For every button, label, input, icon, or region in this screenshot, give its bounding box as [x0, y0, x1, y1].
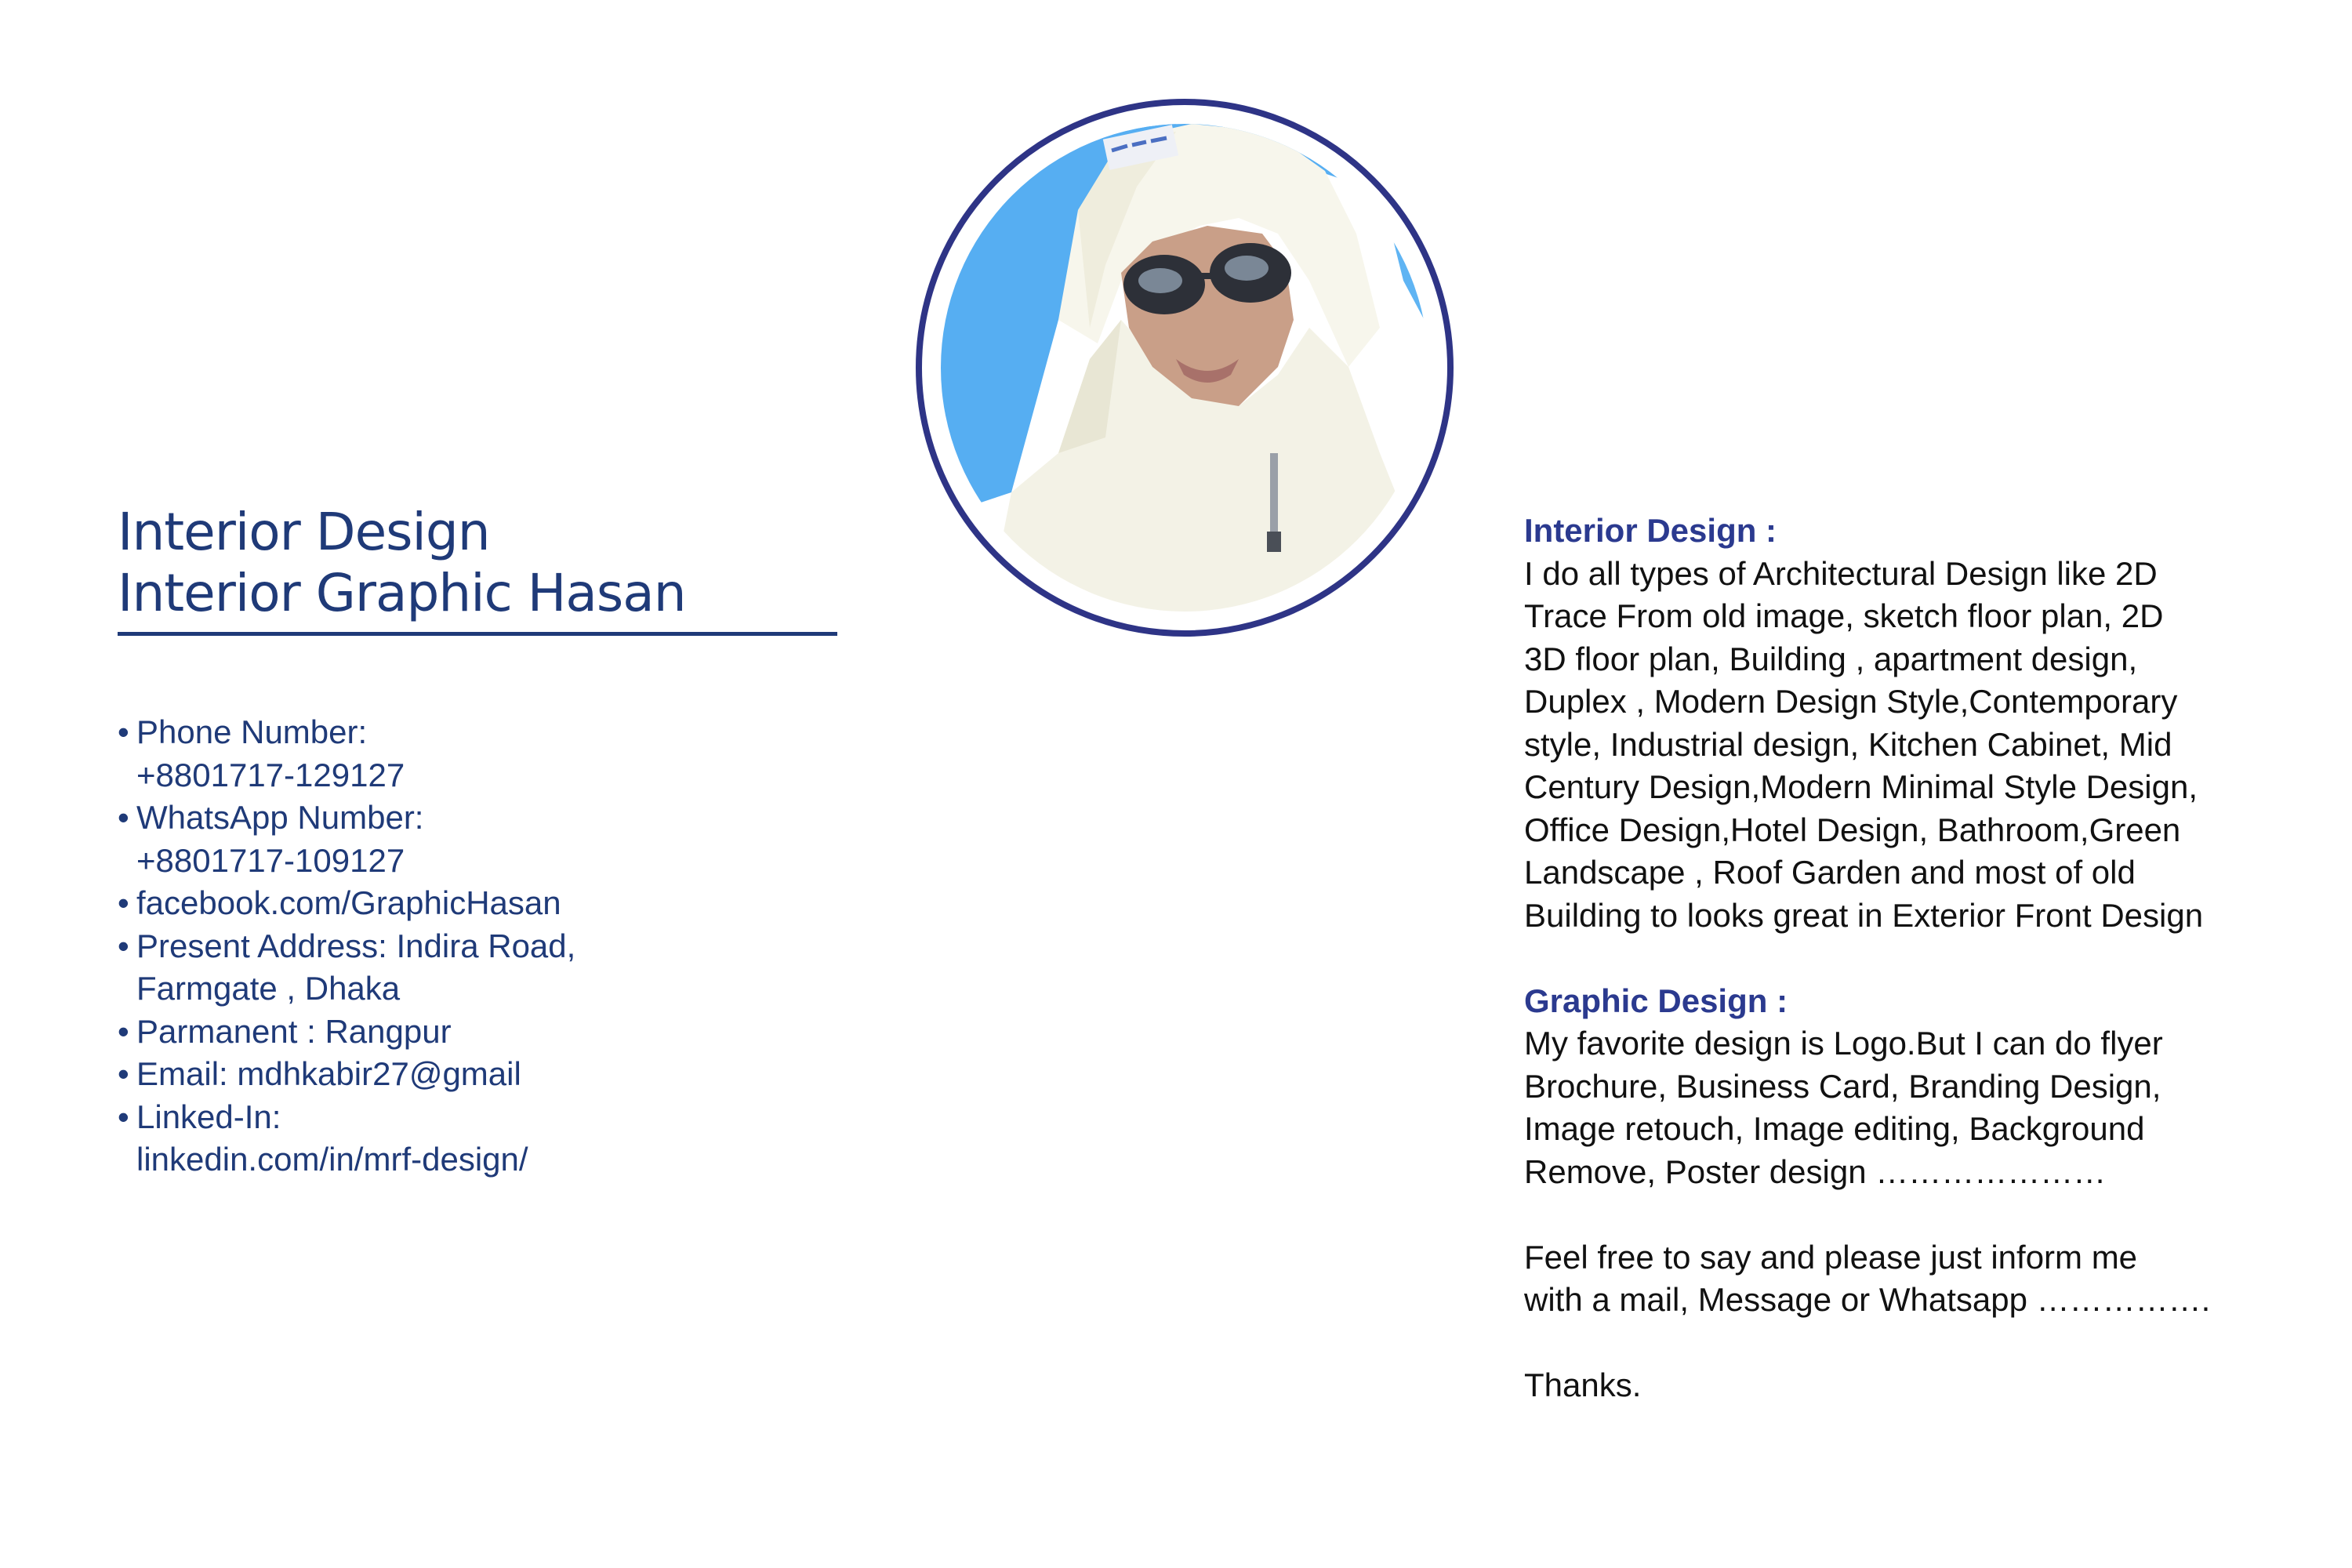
linkedin-link[interactable]: linkedin.com/in/mrf-design/	[136, 1141, 528, 1178]
title-line-1: Interior Design	[118, 502, 490, 562]
avatar	[941, 124, 1428, 612]
bullet-icon: •	[118, 1055, 129, 1092]
interior-line: 3D floor plan, Building , apartment design,	[1524, 640, 2138, 677]
avatar-frame	[916, 99, 1454, 637]
graphic-line: Remove, Poster design …………………	[1524, 1152, 2107, 1190]
closing-line: with a mail, Message or Whatsapp …………….	[1524, 1281, 2211, 1318]
right-column	[1524, 510, 2308, 1407]
contact-label: Linked-In:	[136, 1098, 281, 1135]
interior-line: Trace From old image, sketch floor plan, 2D	[1524, 597, 2164, 634]
interior-line: Building to looks great in Exterior Front Design	[1524, 896, 2204, 934]
title-line-2: Interior Graphic Hasan	[118, 563, 686, 623]
spacer	[1524, 1193, 2308, 1236]
bullet-icon: •	[118, 713, 129, 750]
interior-line: Duplex , Modern Design Style,Contemporary	[1524, 683, 2178, 720]
contact-phone	[118, 711, 847, 797]
bullet-icon: •	[118, 884, 129, 921]
contact-whatsapp	[118, 797, 847, 882]
email-link[interactable]: Email: mdhkabir27@gmail	[136, 1055, 521, 1092]
closing-line: Feel free to say and please just inform me	[1524, 1238, 2138, 1276]
bullet-icon: •	[118, 927, 129, 964]
interior-line: Landscape , Roof Garden and most of old	[1524, 854, 2136, 891]
contact-value: Farmgate , Dhaka	[136, 970, 401, 1007]
interior-line: Century Design,Modern Minimal Style Design,	[1524, 768, 2198, 805]
contact-list	[118, 711, 847, 1181]
bullet-icon: •	[118, 1098, 129, 1135]
interior-line: Office Design,Hotel Design, Bathroom,Green	[1524, 811, 2181, 848]
facebook-link[interactable]: facebook.com/GraphicHasan	[136, 884, 561, 921]
left-column	[118, 502, 847, 1181]
interior-line: style, Industrial design, Kitchen Cabinet, Mid	[1524, 725, 2172, 763]
contact-linkedin	[118, 1096, 847, 1181]
contact-address	[118, 925, 847, 1011]
contact-label: WhatsApp Number:	[136, 799, 424, 836]
graphic-heading: Graphic Design :	[1524, 982, 1788, 1019]
contact-facebook	[118, 882, 847, 925]
graphic-line: Image retouch, Image editing, Background	[1524, 1110, 2145, 1147]
contact-value[interactable]: +8801717-109127	[136, 841, 405, 879]
contact-label: Present Address: Indira Road,	[136, 927, 576, 964]
contact-label: Parmanent : Rangpur	[136, 1012, 452, 1050]
graphic-line: Brochure, Business Card, Branding Design,	[1524, 1067, 2161, 1105]
contact-email	[118, 1053, 847, 1096]
contact-label: Phone Number:	[136, 713, 368, 750]
spacer	[1524, 1322, 2308, 1365]
interior-line: I do all types of Architectural Design like 2D	[1524, 554, 2158, 592]
title-underline	[118, 632, 837, 636]
profile-title	[118, 502, 847, 624]
thanks-text: Thanks.	[1524, 1367, 1642, 1403]
bullet-icon: •	[118, 799, 129, 836]
contact-value[interactable]: +8801717-129127	[136, 756, 405, 793]
spacer	[1524, 937, 2308, 980]
bullet-icon: •	[118, 1012, 129, 1050]
interior-heading: Interior Design :	[1524, 512, 1777, 549]
avatar-portrait-icon	[941, 124, 1428, 612]
graphic-line: My favorite design is Logo.But I can do flyer	[1524, 1025, 2163, 1062]
contact-permanent	[118, 1011, 847, 1054]
